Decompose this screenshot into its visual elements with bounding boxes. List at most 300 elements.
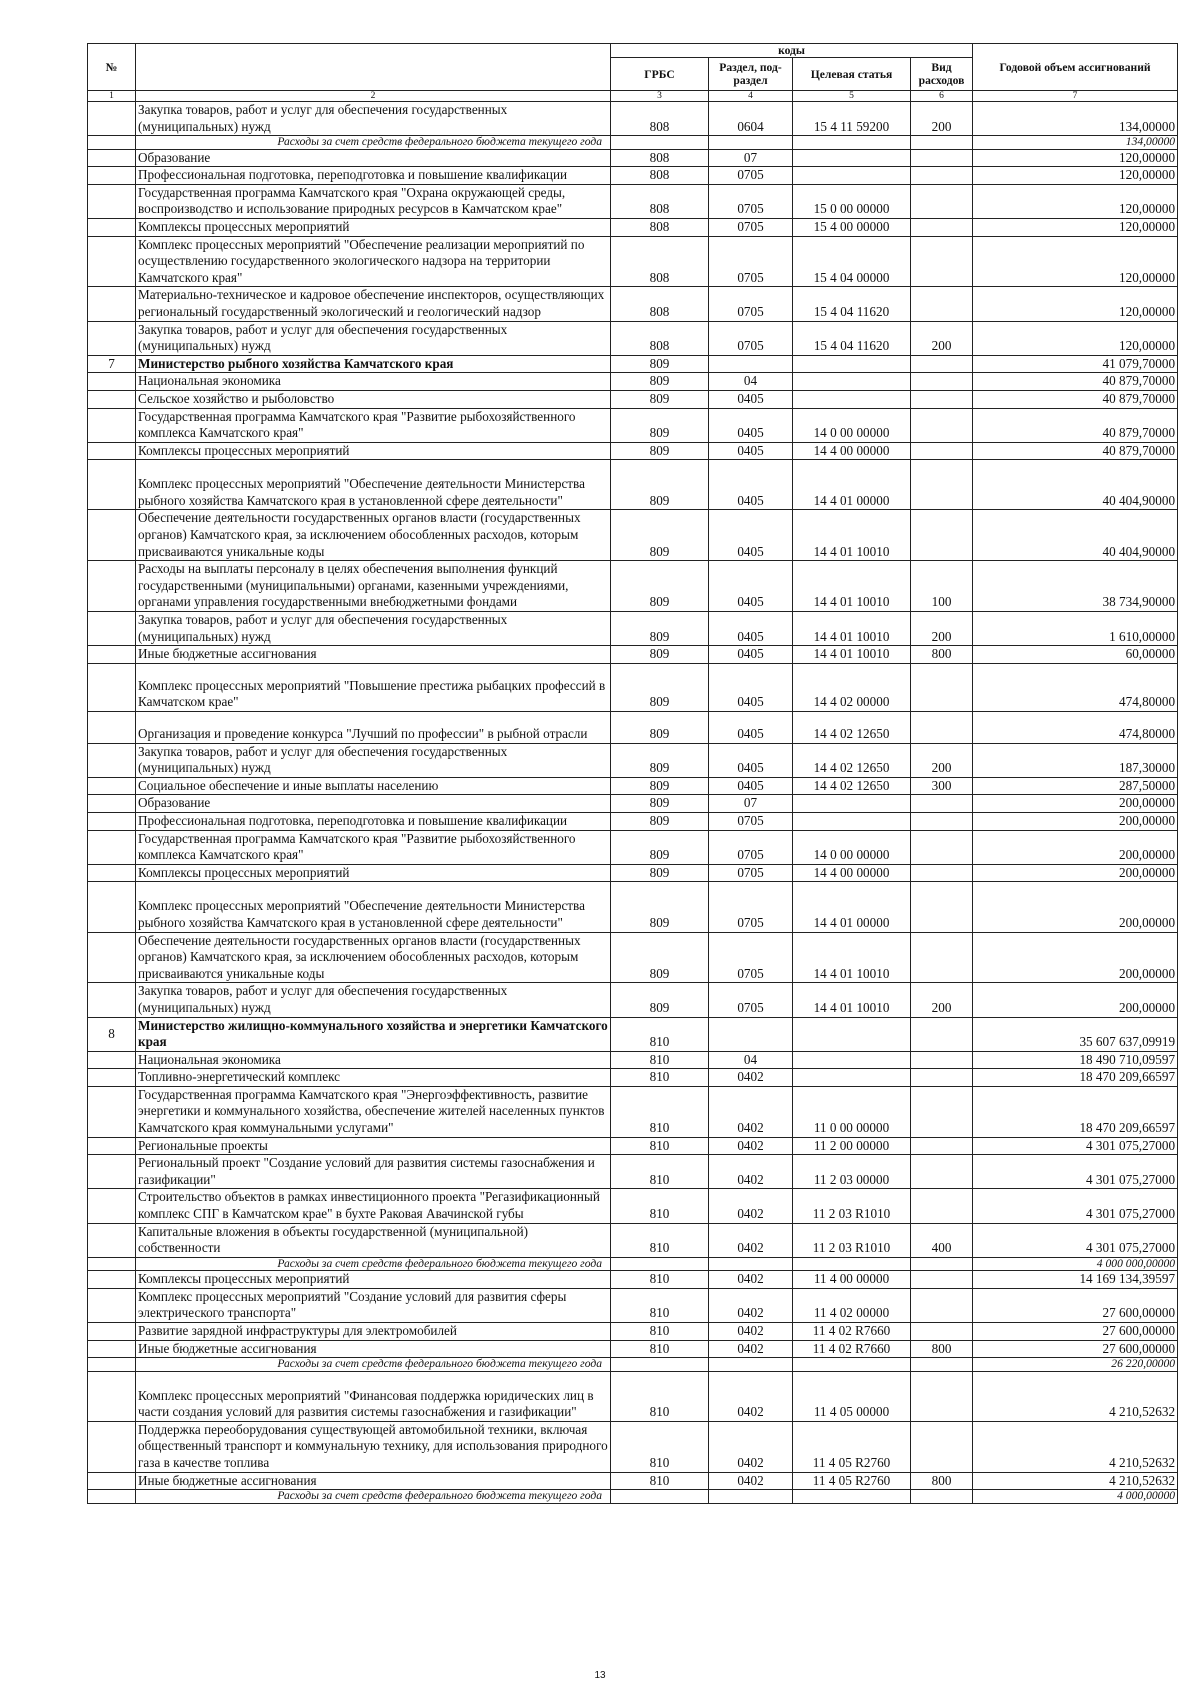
row-razdel: 0604: [709, 102, 793, 136]
federal-funds-row: [88, 1490, 1178, 1503]
row-number: [88, 510, 136, 561]
table-row: [88, 1288, 1178, 1322]
table-row: [88, 373, 1178, 391]
row-sum: 40 879,70000: [973, 442, 1178, 460]
row-number: [88, 167, 136, 185]
row-grbs: 809: [611, 882, 709, 932]
table-row: [88, 390, 1178, 408]
row-number: [88, 1323, 136, 1341]
row-celevaya: 14 4 01 10010: [793, 612, 911, 646]
row-vid: [911, 510, 973, 561]
row-name: Расходы за счет средств федерального бюджета текущего года: [136, 1490, 611, 1503]
row-sum: 40 404,90000: [973, 460, 1178, 510]
row-celevaya: 14 4 02 12650: [793, 777, 911, 795]
row-number: [88, 1421, 136, 1472]
row-celevaya: 15 4 04 11620: [793, 287, 911, 321]
row-grbs: 809: [611, 830, 709, 864]
table-row: [88, 236, 1178, 287]
row-razdel: 0402: [709, 1472, 793, 1490]
table-row: [88, 1017, 1178, 1051]
header-godovoy: Годовой объем ассигнований: [973, 44, 1178, 91]
row-grbs: 808: [611, 149, 709, 167]
row-sum: 4 301 075,27000: [973, 1189, 1178, 1223]
row-sum: 18 470 209,66597: [973, 1086, 1178, 1137]
row-razdel: 0405: [709, 442, 793, 460]
table-row: [88, 646, 1178, 664]
row-razdel: 0405: [709, 460, 793, 510]
row-number: [88, 663, 136, 711]
row-grbs: 809: [611, 663, 709, 711]
row-celevaya: 14 4 00 00000: [793, 442, 911, 460]
row-razdel: [709, 1257, 793, 1270]
table-row: [88, 1155, 1178, 1189]
row-number: [88, 1223, 136, 1257]
row-name: Закупка товаров, работ и услуг для обеспечения государственных (муниципальных) нужд: [136, 743, 611, 777]
row-grbs: 809: [611, 460, 709, 510]
row-celevaya: 14 4 02 12650: [793, 743, 911, 777]
row-razdel: 0705: [709, 882, 793, 932]
row-grbs: 809: [611, 612, 709, 646]
row-celevaya: 15 4 04 11620: [793, 321, 911, 355]
row-number: [88, 1051, 136, 1069]
row-vid: [911, 355, 973, 373]
federal-funds-row: [88, 1257, 1178, 1270]
row-number: 8: [88, 1017, 136, 1051]
row-sum: 4 210,52632: [973, 1472, 1178, 1490]
row-grbs: 808: [611, 218, 709, 236]
row-celevaya: [793, 1017, 911, 1051]
row-vid: [911, 167, 973, 185]
row-grbs: 810: [611, 1137, 709, 1155]
row-name: Капитальные вложения в объекты государственной (муниципальной) собственности: [136, 1223, 611, 1257]
row-name: Комплексы процессных мероприятий: [136, 218, 611, 236]
row-number: [88, 1069, 136, 1087]
row-grbs: 809: [611, 864, 709, 882]
row-name: Образование: [136, 795, 611, 813]
row-grbs: 809: [611, 795, 709, 813]
row-name: Профессиональная подготовка, переподготовка и повышение квалификации: [136, 812, 611, 830]
row-vid: [911, 442, 973, 460]
row-vid: [911, 287, 973, 321]
row-name: Расходы за счет средств федерального бюджета текущего года: [136, 136, 611, 149]
row-sum: 38 734,90000: [973, 561, 1178, 612]
table-row: [88, 218, 1178, 236]
row-celevaya: 11 4 05 00000: [793, 1371, 911, 1421]
row-celevaya: [793, 390, 911, 408]
row-razdel: 0405: [709, 777, 793, 795]
row-razdel: 0405: [709, 663, 793, 711]
row-razdel: 07: [709, 149, 793, 167]
row-sum: 18 490 710,09597: [973, 1051, 1178, 1069]
row-number: [88, 287, 136, 321]
row-vid: 100: [911, 561, 973, 612]
row-name: Строительство объектов в рамках инвестиционного проекта "Регазификационный комплекс СПГ в Камчатском крае" в бухте Раковая Авачинской губы: [136, 1189, 611, 1223]
row-sum: 4 000 000,00000: [973, 1257, 1178, 1270]
row-grbs: 809: [611, 373, 709, 391]
row-grbs: 809: [611, 510, 709, 561]
row-name: Комплекс процессных мероприятий "Обеспечение деятельности Министерства рыбного хозяйства Камчатского края в установленной сфере деятельности": [136, 882, 611, 932]
row-razdel: 0402: [709, 1189, 793, 1223]
table-row: [88, 663, 1178, 711]
row-number: [88, 561, 136, 612]
row-celevaya: 14 4 01 10010: [793, 510, 911, 561]
row-sum: 474,80000: [973, 663, 1178, 711]
row-razdel: [709, 1358, 793, 1371]
row-vid: 300: [911, 777, 973, 795]
row-number: [88, 218, 136, 236]
row-sum: 40 879,70000: [973, 390, 1178, 408]
federal-funds-row: [88, 136, 1178, 149]
row-vid: [911, 1155, 973, 1189]
row-sum: 27 600,00000: [973, 1340, 1178, 1358]
column-number: 3: [611, 91, 709, 102]
row-number: [88, 149, 136, 167]
row-name: Социальное обеспечение и иные выплаты населению: [136, 777, 611, 795]
column-number-row: [88, 91, 1178, 102]
row-name: Материально-техническое и кадровое обеспечение инспекторов, осуществляющих региональный государственный экологический и геологический надзор: [136, 287, 611, 321]
row-celevaya: [793, 812, 911, 830]
table-row: [88, 1323, 1178, 1341]
column-number: 1: [88, 91, 136, 102]
column-number: 4: [709, 91, 793, 102]
row-sum: 200,00000: [973, 812, 1178, 830]
row-celevaya: 11 4 00 00000: [793, 1271, 911, 1289]
budget-table-sheet: [87, 43, 1177, 1504]
row-number: [88, 882, 136, 932]
table-row: [88, 1086, 1178, 1137]
table-row: [88, 510, 1178, 561]
row-celevaya: [793, 1490, 911, 1503]
table-row: [88, 442, 1178, 460]
row-name: Министерство рыбного хозяйства Камчатского края: [136, 355, 611, 373]
row-celevaya: 14 4 02 12650: [793, 712, 911, 744]
row-vid: [911, 1137, 973, 1155]
row-celevaya: 11 2 03 R1010: [793, 1189, 911, 1223]
row-sum: 120,00000: [973, 236, 1178, 287]
row-name: Комплекс процессных мероприятий "Повышение престижа рыбацких профессий в Камчатском крае": [136, 663, 611, 711]
row-razdel: 0402: [709, 1086, 793, 1137]
row-grbs: 808: [611, 287, 709, 321]
row-number: [88, 136, 136, 149]
row-sum: 35 607 637,09919: [973, 1017, 1178, 1051]
row-name: Иные бюджетные ассигнования: [136, 1340, 611, 1358]
row-name: Комплексы процессных мероприятий: [136, 442, 611, 460]
row-name: Комплексы процессных мероприятий: [136, 1271, 611, 1289]
row-vid: [911, 1086, 973, 1137]
row-vid: [911, 460, 973, 510]
row-name: Сельское хозяйство и рыболовство: [136, 390, 611, 408]
row-celevaya: [793, 1257, 911, 1270]
row-grbs: 809: [611, 712, 709, 744]
row-name: Топливно-энергетический комплекс: [136, 1069, 611, 1087]
row-sum: 40 404,90000: [973, 510, 1178, 561]
table-row: [88, 1137, 1178, 1155]
row-sum: 120,00000: [973, 184, 1178, 218]
row-vid: 200: [911, 612, 973, 646]
row-vid: [911, 830, 973, 864]
row-grbs: 809: [611, 743, 709, 777]
row-number: 7: [88, 355, 136, 373]
table-row: [88, 149, 1178, 167]
row-grbs: 809: [611, 442, 709, 460]
row-sum: 120,00000: [973, 167, 1178, 185]
row-name: Обеспечение деятельности государственных органов власти (государственных органов) Камчатского края, за исключением обособленных расходов, которым присваиваются уникальные коды: [136, 510, 611, 561]
row-celevaya: 11 4 02 R7660: [793, 1340, 911, 1358]
row-razdel: 0402: [709, 1137, 793, 1155]
row-razdel: 04: [709, 373, 793, 391]
row-celevaya: 14 4 01 00000: [793, 460, 911, 510]
row-name: Закупка товаров, работ и услуг для обеспечения государственных (муниципальных) нужд: [136, 612, 611, 646]
column-number: 2: [136, 91, 611, 102]
row-sum: 200,00000: [973, 882, 1178, 932]
row-vid: [911, 1069, 973, 1087]
row-razdel: 0705: [709, 236, 793, 287]
row-vid: [911, 390, 973, 408]
row-name: Развитие зарядной инфраструктуры для электромобилей: [136, 1323, 611, 1341]
row-number: [88, 795, 136, 813]
row-celevaya: 11 0 00 00000: [793, 1086, 911, 1137]
table-row: [88, 408, 1178, 442]
row-name: Государственная программа Камчатского края "Развитие рыбохозяйственного комплекса Камчатского края": [136, 830, 611, 864]
row-celevaya: 14 0 00 00000: [793, 830, 911, 864]
row-razdel: [709, 1490, 793, 1503]
row-number: [88, 812, 136, 830]
row-sum: 120,00000: [973, 149, 1178, 167]
row-number: [88, 408, 136, 442]
row-celevaya: 11 2 00 00000: [793, 1137, 911, 1155]
row-grbs: 810: [611, 1017, 709, 1051]
table-row: [88, 1069, 1178, 1087]
row-vid: [911, 1288, 973, 1322]
row-grbs: 809: [611, 932, 709, 983]
row-grbs: 810: [611, 1069, 709, 1087]
row-sum: 200,00000: [973, 932, 1178, 983]
row-number: [88, 1490, 136, 1503]
row-number: [88, 864, 136, 882]
row-number: [88, 1189, 136, 1223]
row-sum: 4 301 075,27000: [973, 1223, 1178, 1257]
row-number: [88, 712, 136, 744]
row-name: Государственная программа Камчатского края "Охрана окружающей среды, воспроизводство и использование природных ресурсов в Камчатском крае": [136, 184, 611, 218]
row-razdel: 0705: [709, 287, 793, 321]
row-vid: [911, 1421, 973, 1472]
row-number: [88, 612, 136, 646]
row-razdel: 0402: [709, 1323, 793, 1341]
table-row: [88, 561, 1178, 612]
row-vid: [911, 184, 973, 218]
row-grbs: 810: [611, 1421, 709, 1472]
row-razdel: 0705: [709, 932, 793, 983]
table-row: [88, 287, 1178, 321]
table-row: [88, 184, 1178, 218]
row-name: Иные бюджетные ассигнования: [136, 1472, 611, 1490]
row-celevaya: [793, 1069, 911, 1087]
row-grbs: [611, 1490, 709, 1503]
row-name: Государственная программа Камчатского края "Энергоэффективность, развитие энергетики и коммунального хозяйства, обеспечение жителей населенных пунктов Камчатского края коммунальными услугами": [136, 1086, 611, 1137]
row-vid: [911, 795, 973, 813]
row-vid: 200: [911, 102, 973, 136]
row-name: Расходы за счет средств федерального бюджета текущего года: [136, 1358, 611, 1371]
row-razdel: 07: [709, 795, 793, 813]
row-celevaya: 11 2 03 00000: [793, 1155, 911, 1189]
row-vid: [911, 864, 973, 882]
row-celevaya: 11 4 05 R2760: [793, 1421, 911, 1472]
row-razdel: 0405: [709, 561, 793, 612]
row-number: [88, 1472, 136, 1490]
row-sum: 1 610,00000: [973, 612, 1178, 646]
table-row: [88, 882, 1178, 932]
row-razdel: 0405: [709, 612, 793, 646]
row-grbs: 808: [611, 102, 709, 136]
row-celevaya: 15 4 04 00000: [793, 236, 911, 287]
row-grbs: 809: [611, 646, 709, 664]
row-sum: 18 470 209,66597: [973, 1069, 1178, 1087]
row-celevaya: 14 4 01 10010: [793, 932, 911, 983]
row-sum: 41 079,70000: [973, 355, 1178, 373]
row-sum: 200,00000: [973, 864, 1178, 882]
row-number: [88, 1340, 136, 1358]
row-vid: [911, 408, 973, 442]
row-name: Комплекс процессных мероприятий "Обеспечение деятельности Министерства рыбного хозяйства Камчатского края в установленной сфере деятельности": [136, 460, 611, 510]
row-number: [88, 373, 136, 391]
table-row: [88, 812, 1178, 830]
row-grbs: [611, 136, 709, 149]
row-name: Профессиональная подготовка, переподготовка и повышение квалификации: [136, 167, 611, 185]
row-sum: 27 600,00000: [973, 1288, 1178, 1322]
row-name: Поддержка переоборудования существующей автомобильной техники, включая общественный транспорт и коммунальную технику, для использования природного газа в качестве топлива: [136, 1421, 611, 1472]
row-celevaya: [793, 795, 911, 813]
table-row: [88, 1340, 1178, 1358]
table-row: [88, 167, 1178, 185]
column-number: 5: [793, 91, 911, 102]
row-razdel: 0705: [709, 983, 793, 1017]
row-grbs: 810: [611, 1155, 709, 1189]
row-grbs: 810: [611, 1271, 709, 1289]
header-vid: Вид расходов: [911, 58, 973, 91]
row-number: [88, 983, 136, 1017]
row-vid: [911, 1257, 973, 1270]
row-celevaya: 15 4 11 59200: [793, 102, 911, 136]
row-name: Комплекс процессных мероприятий "Обеспечение реализации мероприятий по осуществлению государственного экологического надзора на территории Камчатского края": [136, 236, 611, 287]
row-name: Образование: [136, 149, 611, 167]
row-name: Региональные проекты: [136, 1137, 611, 1155]
row-vid: [911, 1323, 973, 1341]
row-sum: 27 600,00000: [973, 1323, 1178, 1341]
row-number: [88, 1257, 136, 1270]
row-razdel: 04: [709, 1051, 793, 1069]
row-grbs: 808: [611, 321, 709, 355]
row-number: [88, 830, 136, 864]
row-number: [88, 184, 136, 218]
row-name: Закупка товаров, работ и услуг для обеспечения государственных (муниципальных) нужд: [136, 102, 611, 136]
row-name: Иные бюджетные ассигнования: [136, 646, 611, 664]
row-number: [88, 102, 136, 136]
row-vid: [911, 1271, 973, 1289]
row-sum: 40 879,70000: [973, 408, 1178, 442]
row-sum: 4 000,00000: [973, 1490, 1178, 1503]
row-vid: [911, 149, 973, 167]
row-grbs: 810: [611, 1189, 709, 1223]
table-row: [88, 1371, 1178, 1421]
row-name: Закупка товаров, работ и услуг для обеспечения государственных (муниципальных) нужд: [136, 321, 611, 355]
row-number: [88, 1358, 136, 1371]
row-name: Региональный проект "Создание условий для развития системы газоснабжения и газификации": [136, 1155, 611, 1189]
row-sum: 4 301 075,27000: [973, 1155, 1178, 1189]
row-grbs: 809: [611, 777, 709, 795]
row-razdel: 0402: [709, 1340, 793, 1358]
page-number: 13: [594, 1670, 606, 1681]
row-sum: 134,00000: [973, 136, 1178, 149]
row-sum: 200,00000: [973, 795, 1178, 813]
table-row: [88, 1189, 1178, 1223]
row-grbs: 809: [611, 812, 709, 830]
row-vid: [911, 1017, 973, 1051]
row-vid: [911, 1189, 973, 1223]
row-sum: 26 220,00000: [973, 1358, 1178, 1371]
row-celevaya: [793, 149, 911, 167]
table-row: [88, 932, 1178, 983]
row-celevaya: [793, 1051, 911, 1069]
row-sum: 120,00000: [973, 321, 1178, 355]
row-vid: [911, 218, 973, 236]
row-razdel: 0705: [709, 321, 793, 355]
row-celevaya: 11 4 02 R7660: [793, 1323, 911, 1341]
row-vid: [911, 373, 973, 391]
row-number: [88, 460, 136, 510]
row-number: [88, 1137, 136, 1155]
row-celevaya: 14 4 01 10010: [793, 561, 911, 612]
row-number: [88, 1371, 136, 1421]
row-razdel: 0405: [709, 646, 793, 664]
column-number: 6: [911, 91, 973, 102]
row-sum: 4 301 075,27000: [973, 1137, 1178, 1155]
row-razdel: 0405: [709, 390, 793, 408]
row-razdel: 0705: [709, 830, 793, 864]
row-name: Обеспечение деятельности государственных органов власти (государственных органов) Камчатского края, за исключением обособленных расходов, которым присваиваются уникальные коды: [136, 932, 611, 983]
row-celevaya: 11 2 03 R1010: [793, 1223, 911, 1257]
row-vid: [911, 812, 973, 830]
header-name: [136, 44, 611, 91]
row-grbs: [611, 1257, 709, 1270]
row-vid: [911, 882, 973, 932]
table-row: [88, 1051, 1178, 1069]
row-grbs: 810: [611, 1051, 709, 1069]
row-razdel: 0402: [709, 1421, 793, 1472]
row-vid: [911, 1051, 973, 1069]
federal-funds-row: [88, 1358, 1178, 1371]
table-row: [88, 321, 1178, 355]
header-codes: коды: [611, 44, 973, 58]
row-sum: 474,80000: [973, 712, 1178, 744]
row-name: Комплекс процессных мероприятий "Создание условий для развития сферы электрического транспорта": [136, 1288, 611, 1322]
table-row: [88, 102, 1178, 136]
row-vid: [911, 712, 973, 744]
row-celevaya: 14 4 02 00000: [793, 663, 911, 711]
header-celevaya: Целевая статья: [793, 58, 911, 91]
row-razdel: 0402: [709, 1223, 793, 1257]
row-vid: 200: [911, 983, 973, 1017]
row-grbs: [611, 1358, 709, 1371]
row-grbs: 810: [611, 1323, 709, 1341]
row-vid: [911, 236, 973, 287]
row-sum: 4 210,52632: [973, 1421, 1178, 1472]
row-name: Государственная программа Камчатского края "Развитие рыбохозяйственного комплекса Камчатского края": [136, 408, 611, 442]
row-sum: 134,00000: [973, 102, 1178, 136]
row-razdel: 0402: [709, 1371, 793, 1421]
table-row: [88, 795, 1178, 813]
row-celevaya: 14 4 01 00000: [793, 882, 911, 932]
column-number: 7: [973, 91, 1178, 102]
